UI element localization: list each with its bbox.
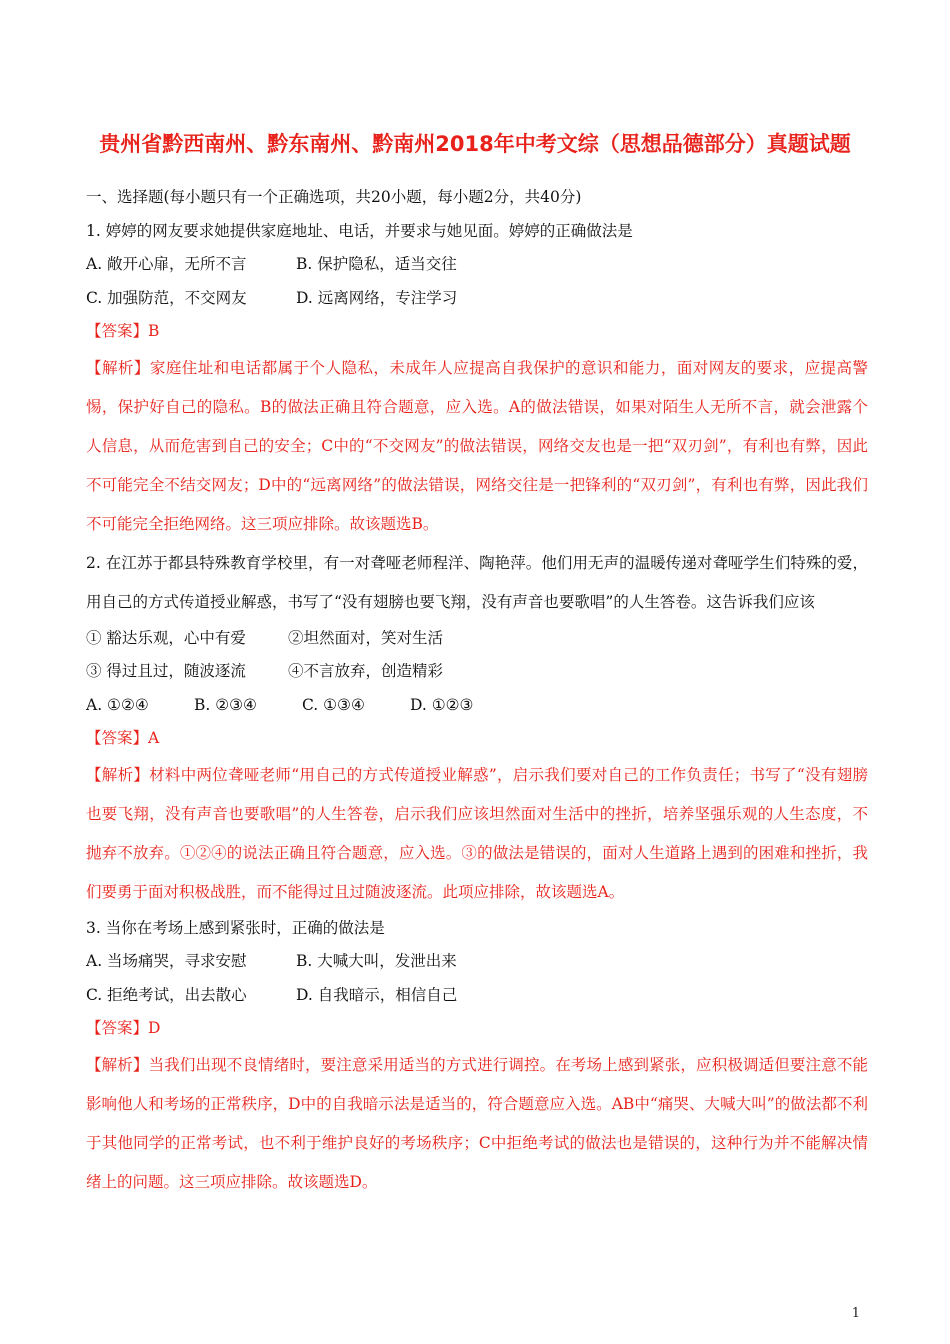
question-2-answer: 【答案】A — [86, 729, 160, 747]
question-3-options-row-1 — [86, 945, 868, 979]
question-1-options-row-2 — [86, 282, 868, 316]
question-3-analysis — [86, 1046, 868, 1202]
analysis-label: 【解析】 — [86, 358, 150, 377]
section-heading: 一、选择题(每小题只有一个正确选项，共20小题，每小题2分，共40分) — [86, 188, 582, 206]
question-3-options-row-2 — [86, 979, 868, 1013]
question-2-stem: 2. 在江苏于都县特殊教育学校里，有一对聋哑老师程洋、陶艳萍。他们用无声的温暖传递对聋哑学生们特殊的爱，用自己的方式传道授业解惑，书写了“没有翅膀也要飞翔，没有声音也要歌唱”的人生答卷。这告诉我们应该 — [86, 553, 868, 611]
analysis-label: 【解析】 — [86, 765, 150, 784]
option-d: D. ①②③ — [410, 695, 474, 714]
question-1-options-row-1 — [86, 248, 868, 282]
question-1-stem: 1. 婷婷的网友要求她提供家庭地址、电话，并要求与她见面。婷婷的正确做法是 — [86, 221, 633, 240]
statement-4: ④不言放弃，创造精彩 — [288, 662, 444, 680]
question-3-answer: 【答案】D — [86, 1019, 161, 1037]
option-b: B. 保护隐私，适当交往 — [296, 255, 457, 273]
statement-3: ③ 得过且过，随波逐流 — [86, 662, 246, 680]
statement-1: ① 豁达乐观，心中有爱 — [86, 628, 246, 647]
option-b: B. ②③④ — [194, 695, 257, 714]
analysis-text: 材料中两位聋哑老师“用自己的方式传道授业解惑”，启示我们要对自己的工作负责任；书写了“没有翅膀也要飞翔，没有声音也要歌唱”的人生答卷，启示我们应该坦然面对生活中的挫折，培养坚强乐观的人生态度，不抛弃不放弃。①②④的说法正确且符合题意，应入选。③的做法是错误的，面对人生道路上遇到的困难和挫折，我们要勇于面对积极战胜，而不能得过且过随波逐流。此项应排除，故该题选A。 — [86, 765, 868, 901]
option-a: A. 当场痛哭，寻求安慰 — [86, 952, 247, 970]
question-2-analysis — [86, 756, 868, 912]
option-c: C. ①③④ — [302, 695, 365, 714]
question-2-statements-row-2 — [86, 655, 868, 689]
option-a: A. ①②④ — [86, 695, 149, 714]
option-d: D. 远离网络，专注学习 — [296, 288, 458, 307]
question-1-analysis — [86, 349, 868, 544]
statement-2: ②坦然面对，笑对生活 — [288, 628, 444, 647]
option-b: B. 大喊大叫，发泄出来 — [296, 952, 457, 970]
option-d: D. 自我暗示，相信自己 — [296, 985, 458, 1004]
page-number: 1 — [851, 1306, 860, 1321]
analysis-text: 家庭住址和电话都属于个人隐私，未成年人应提高自我保护的意识和能力，面对网友的要求，应提高警惕，保护好自己的隐私。B的做法正确且符合题意，应入选。A的做法错误，如果对陌生人无所不言，就会泄露个人信息，从而危害到自己的安全；C中的“不交网友”的做法错误，网络交友也是一把“双刃剑”，有利也有弊，因此不可能完全不结交网友；D中的“远离网络”的做法错误，网络交往是一把锋利的“双刃剑”，有利也有弊，因此我们不可能完全拒绝网络。这三项应排除。故该题选B。 — [86, 358, 868, 533]
option-a: A. 敞开心扉，无所不言 — [86, 255, 247, 273]
question-2-statements-row-1 — [86, 622, 868, 656]
question-3-stem: 3. 当你在考场上感到紧张时，正确的做法是 — [86, 918, 385, 937]
analysis-text: 当我们出现不良情绪时，要注意采用适当的方式进行调控。在考场上感到紧张，应积极调适但要注意不能影响他人和考场的正常秩序，D中的自我暗示法是适当的，符合题意应入选。AB中“痛哭、大喊大叫”的做法都不利于其他同学的正常考试，也不利于维护良好的考场秩序；C中拒绝考试的做法也是错误的，这种行为并不能解决情绪上的问题。这三项应排除。故该题选D。 — [86, 1055, 868, 1191]
question-1-answer: 【答案】B — [86, 322, 160, 340]
option-c: C. 加强防范，不交网友 — [86, 288, 247, 307]
question-2-options — [86, 689, 868, 723]
document-body — [86, 181, 868, 1202]
document-title: 贵州省黔西南州、黔东南州、黔南州2018年中考文综（思想品德部分）真题试题 — [99, 132, 851, 156]
analysis-label: 【解析】 — [86, 1055, 149, 1074]
option-c: C. 拒绝考试，出去散心 — [86, 985, 247, 1004]
